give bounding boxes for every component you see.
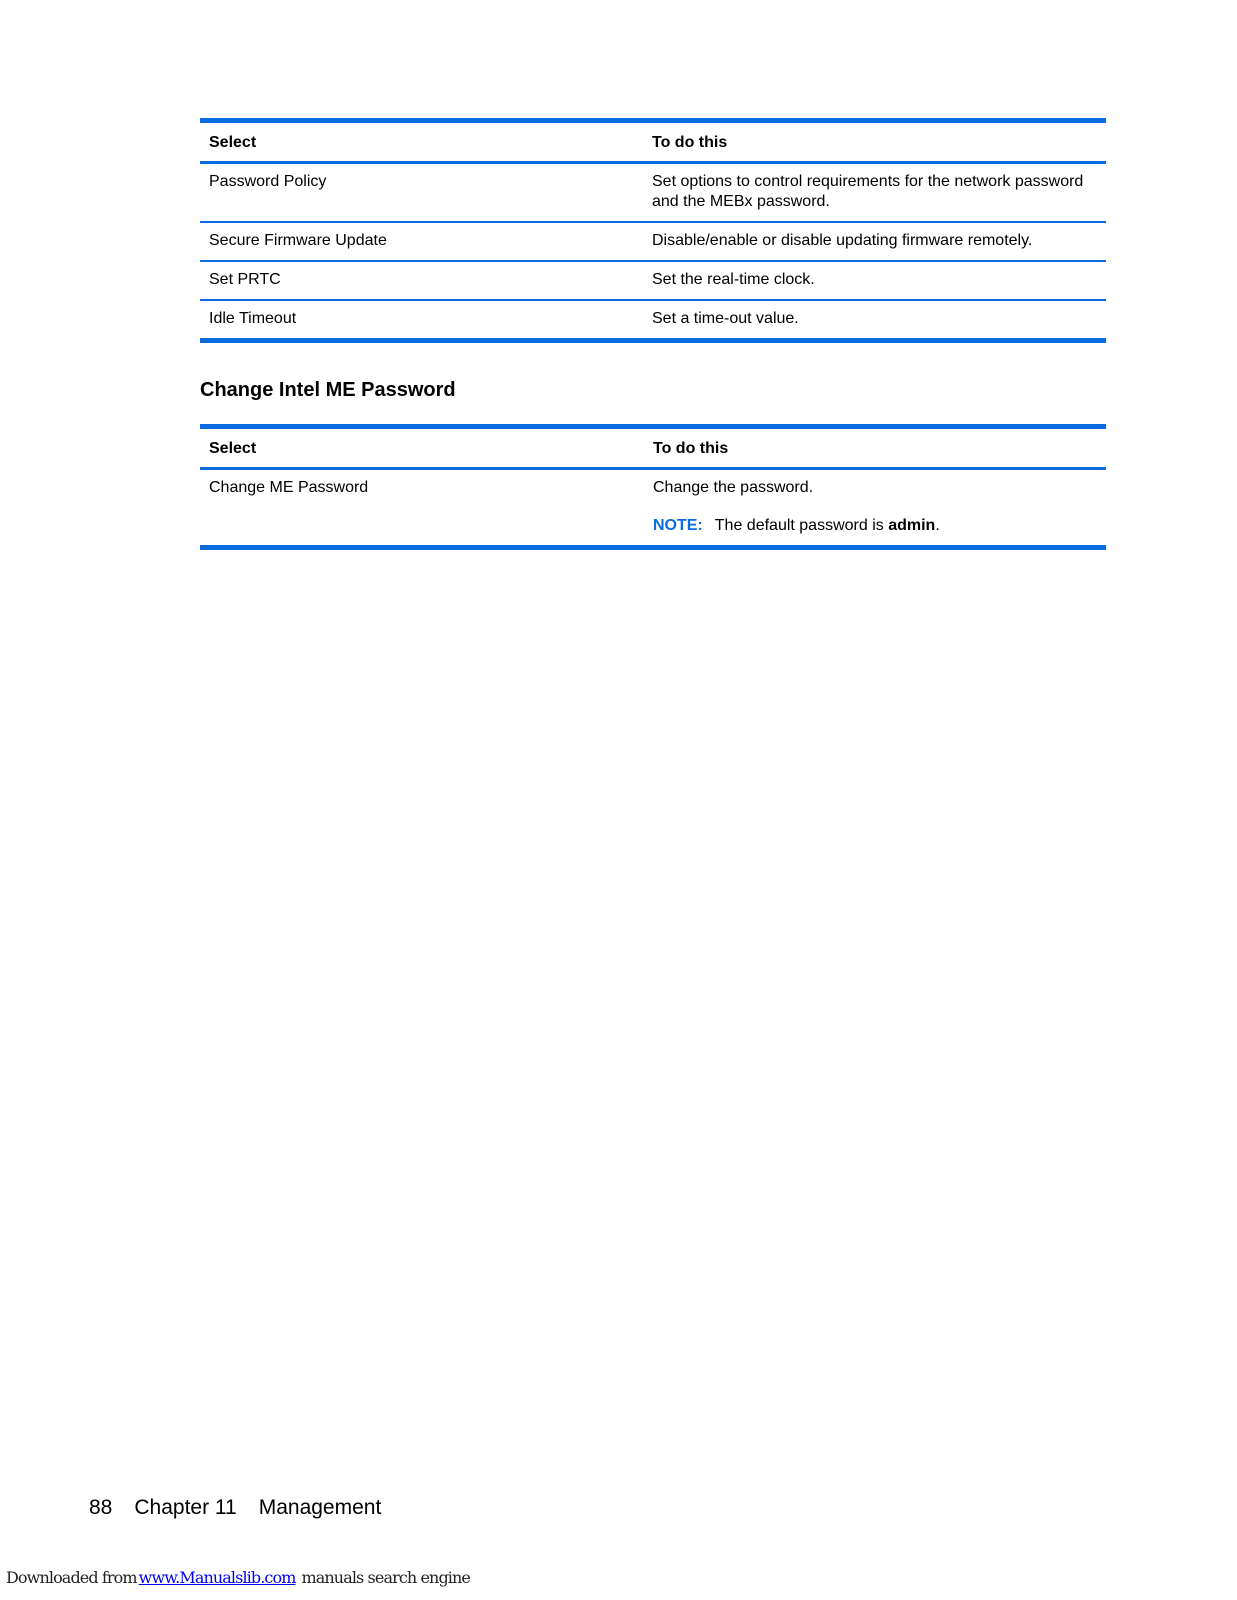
download-banner: [6, 1568, 470, 1587]
table-bottom-rule: [200, 338, 1106, 343]
row-todo-line: Set options to control requirements for the network password: [652, 173, 1084, 190]
download-suffix: manuals search engine: [301, 1568, 470, 1587]
row-todo: Set the real-time clock.: [652, 271, 815, 288]
settings-table: [200, 118, 1106, 343]
note: [653, 516, 1098, 536]
chapter-title: Management: [258, 1496, 382, 1519]
note-text: The default password is: [714, 517, 889, 534]
row-todo: [652, 478, 1106, 536]
row-todo-line: and the MEBx password.: [652, 193, 830, 210]
row-select: Set PRTC: [209, 271, 281, 288]
table-row: [200, 470, 1106, 545]
section-heading: Change Intel ME Password: [200, 379, 456, 401]
note-period: .: [935, 517, 940, 534]
row-todo: [652, 172, 1106, 212]
table-row: [200, 164, 1106, 221]
manualslib-link[interactable]: www.Manualslib.com: [138, 1568, 296, 1587]
note-default-password: admin: [888, 517, 936, 534]
row-todo: Disable/enable or disable updating firmware remotely.: [652, 232, 1033, 249]
page-footer: [89, 1496, 403, 1520]
table-header-row: [200, 123, 1106, 161]
header-todo: To do this: [652, 134, 728, 151]
download-prefix: Downloaded from: [6, 1568, 137, 1587]
table-row: [200, 301, 1106, 338]
note-label: NOTE:: [653, 517, 703, 534]
header-select: Select: [209, 440, 257, 457]
row-todo-line: Change the password.: [653, 479, 814, 496]
header-select: Select: [209, 134, 257, 151]
table-header-row: [200, 429, 1106, 467]
header-todo: To do this: [653, 440, 729, 457]
row-select: Idle Timeout: [209, 310, 297, 327]
row-todo: Set a time-out value.: [652, 310, 799, 327]
chapter-label: Chapter 11: [134, 1496, 237, 1519]
row-select: Secure Firmware Update: [209, 232, 387, 249]
table-bottom-rule: [200, 545, 1106, 550]
row-select: Password Policy: [209, 173, 327, 190]
row-select: Change ME Password: [209, 479, 369, 496]
page-number: 88: [89, 1496, 113, 1519]
table-row: [200, 223, 1106, 260]
table-row: [200, 262, 1106, 299]
password-table: [200, 424, 1106, 550]
